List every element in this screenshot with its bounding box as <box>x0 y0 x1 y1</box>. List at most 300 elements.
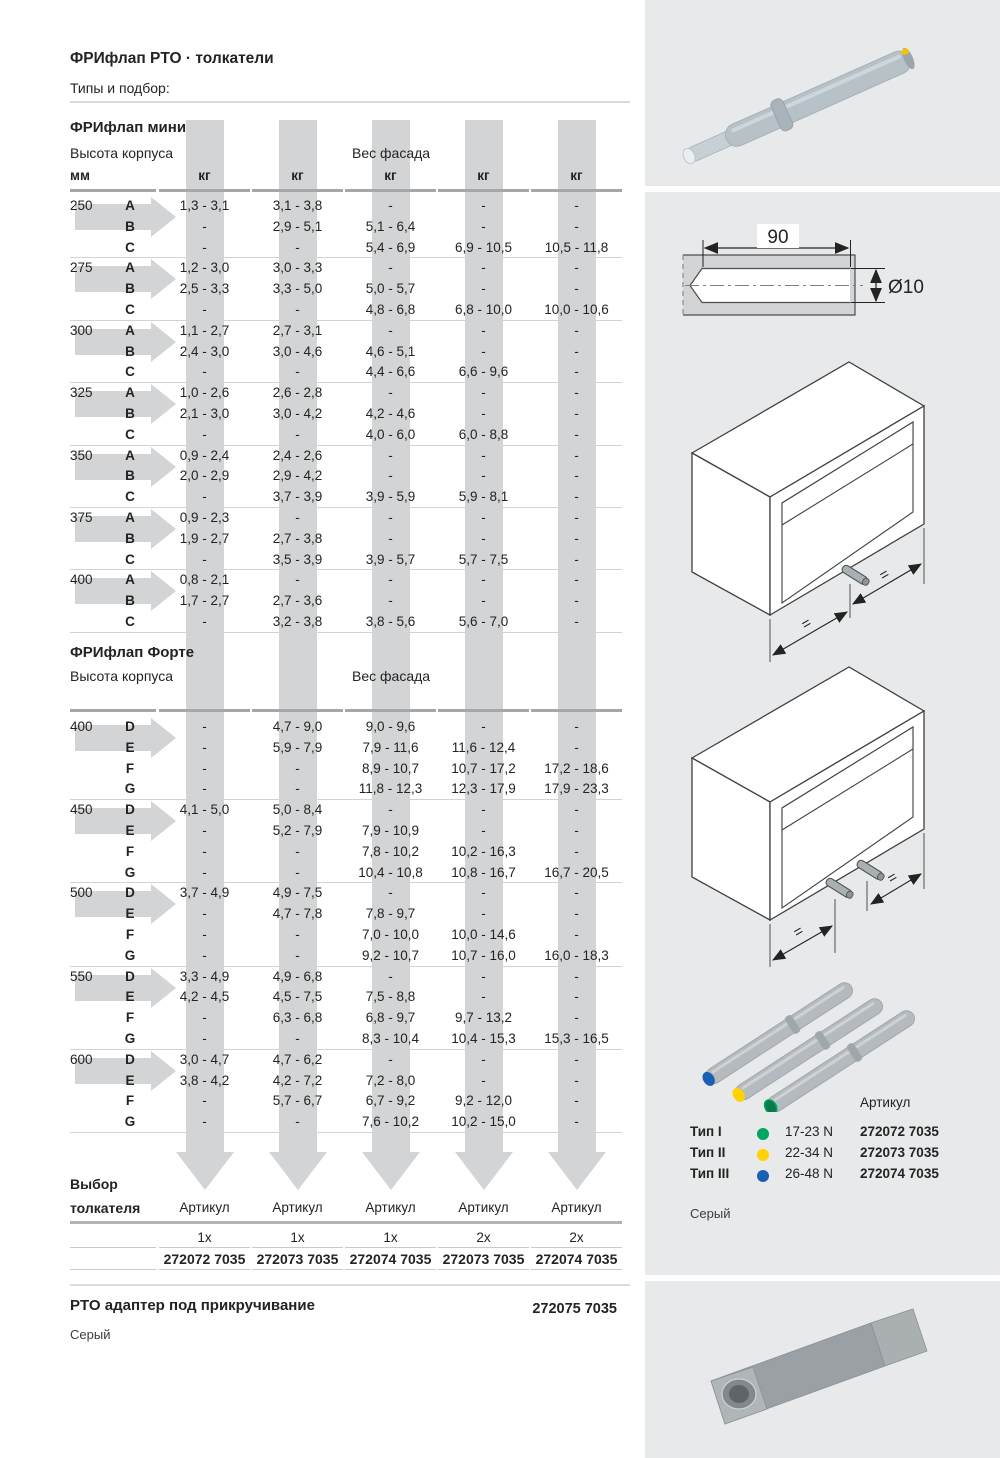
type-3-force: 26-48 N <box>785 1166 834 1181</box>
type-cell: B <box>125 530 135 546</box>
height-cell: 400 <box>70 719 93 734</box>
table-group <box>70 967 630 1050</box>
table-row <box>70 404 630 425</box>
value-cell: 5,0 - 8,4 <box>272 802 323 818</box>
underline-segment <box>531 1269 622 1270</box>
value-cell: 4,2 - 4,5 <box>179 989 230 1005</box>
value-cell: - <box>202 864 207 880</box>
value-cell: 4,9 - 7,5 <box>272 885 323 901</box>
value-cell: 6,8 - 10,0 <box>454 301 513 317</box>
article-column-header: Артикул <box>458 1200 509 1215</box>
value-cell: 1,3 - 3,1 <box>179 198 230 213</box>
height-cell: 550 <box>70 968 93 984</box>
quantity-cell: 1x <box>197 1230 212 1245</box>
height-cell: 325 <box>70 385 93 401</box>
underline-segment <box>345 1247 436 1248</box>
value-cell: 4,8 - 6,8 <box>365 301 416 317</box>
value-cell: - <box>295 572 300 588</box>
value-cell: 7,9 - 10,9 <box>361 822 420 838</box>
underline-segment <box>70 709 156 712</box>
table-row <box>70 508 630 529</box>
type-1-article: 272072 7035 <box>860 1124 939 1139</box>
kg-unit-label: кг <box>570 168 583 183</box>
underline-segment <box>345 709 436 712</box>
table-group <box>70 570 630 632</box>
value-cell: 12,3 - 17,9 <box>451 781 516 797</box>
type-3-article: 272074 7035 <box>860 1166 939 1181</box>
value-cell: - <box>574 198 579 213</box>
value-cell: - <box>202 760 207 776</box>
underline-segment <box>438 709 529 712</box>
type-cell: E <box>125 989 135 1005</box>
type-2-article: 272073 7035 <box>860 1145 939 1160</box>
table-row <box>70 1050 630 1071</box>
table-row <box>70 1112 630 1133</box>
value-cell: - <box>388 509 393 525</box>
table-row <box>70 425 630 446</box>
type-cell: F <box>125 926 135 942</box>
value-cell: 5,4 - 6,9 <box>365 239 416 255</box>
value-cell: 10,4 - 10,8 <box>358 864 423 880</box>
type-cell: E <box>125 739 135 755</box>
underline-segment <box>531 709 622 712</box>
value-cell: 4,2 - 4,6 <box>365 405 416 421</box>
value-cell: - <box>481 198 486 213</box>
value-cell: - <box>388 968 393 984</box>
type-cell: A <box>125 260 135 276</box>
adapter-color-note: Серый <box>70 1327 111 1342</box>
value-cell: - <box>295 864 300 880</box>
table-row <box>70 570 630 591</box>
value-cell: - <box>574 843 579 859</box>
value-cell: - <box>202 551 207 567</box>
type-cell: F <box>125 760 135 776</box>
type-1-force: 17-23 N <box>785 1124 834 1139</box>
value-cell: - <box>481 989 486 1005</box>
underline-segment <box>531 1247 622 1248</box>
value-cell: - <box>388 322 393 338</box>
type-cell: E <box>125 1072 135 1088</box>
forte-height-header: Высота корпуса <box>70 668 174 684</box>
type-cell: G <box>124 1114 136 1130</box>
value-cell: - <box>574 1072 579 1088</box>
type-cell: G <box>124 947 136 963</box>
value-cell: 7,2 - 8,0 <box>365 1072 416 1088</box>
underline-segment <box>70 189 156 192</box>
value-cell: 4,7 - 7,8 <box>272 906 323 922</box>
value-cell: 10,8 - 16,7 <box>451 864 516 880</box>
type-3-label: Тип III <box>690 1166 730 1181</box>
value-cell: - <box>481 343 486 359</box>
underline-segment <box>438 1269 529 1270</box>
equal-spacing-label: = <box>884 868 901 888</box>
value-cell: - <box>202 613 207 629</box>
adapter-photo-panel <box>645 1281 1000 1458</box>
cabinet-diagram-double-pusher <box>645 657 1000 967</box>
value-cell: 5,2 - 7,9 <box>272 822 323 838</box>
value-cell: 6,6 - 9,6 <box>458 364 509 380</box>
forte-weight-header: Вес фасада <box>352 668 431 684</box>
legend-article-header: Артикул <box>860 1095 911 1110</box>
value-cell: 4,2 - 7,2 <box>272 1072 323 1088</box>
value-cell: 2,1 - 3,0 <box>179 405 230 421</box>
height-cell: 400 <box>70 572 93 588</box>
value-cell: 3,0 - 4,2 <box>272 405 323 421</box>
selection-label-line2: толкателя <box>70 1200 141 1216</box>
underline-segment <box>438 1247 529 1248</box>
value-cell: 3,3 - 5,0 <box>272 281 323 297</box>
type-cell: G <box>124 864 136 880</box>
type-cell: B <box>125 593 135 609</box>
type-cell: C <box>125 301 135 317</box>
value-cell: - <box>574 343 579 359</box>
section-title-mini: ФРИфлап мини <box>70 119 187 136</box>
value-cell: - <box>295 947 300 963</box>
article-number-cell: 272073 7035 <box>256 1251 339 1267</box>
value-cell: 3,5 - 3,9 <box>272 551 323 567</box>
table-row <box>70 925 630 946</box>
value-cell: 10,7 - 17,2 <box>451 760 516 776</box>
value-cell: - <box>202 739 207 755</box>
pusher-photo-panel <box>645 0 1000 186</box>
type-2-label: Тип II <box>690 1145 726 1160</box>
arrow-down-icon <box>176 1152 234 1190</box>
type-cell: F <box>125 1010 135 1026</box>
arrow-down-icon <box>455 1152 513 1190</box>
mini-weight-header: Вес фасада <box>352 145 431 161</box>
value-cell: - <box>481 822 486 838</box>
value-cell: - <box>481 1072 486 1088</box>
value-cell: 3,7 - 4,9 <box>179 885 230 901</box>
type-cell: D <box>125 968 135 984</box>
value-cell: 10,5 - 11,8 <box>544 239 609 255</box>
value-cell: - <box>202 906 207 922</box>
value-cell: - <box>481 405 486 421</box>
value-cell: - <box>481 719 486 734</box>
value-cell: - <box>574 281 579 297</box>
value-cell: 1,1 - 2,7 <box>179 322 230 338</box>
value-cell: 7,5 - 8,8 <box>365 989 416 1005</box>
value-cell: 10,0 - 10,6 <box>544 301 609 317</box>
value-cell: - <box>574 405 579 421</box>
arrow-down-icon <box>362 1152 420 1190</box>
table-row <box>70 300 630 321</box>
value-cell: - <box>481 260 486 276</box>
value-cell: 1,0 - 2,6 <box>179 385 230 401</box>
underline-segment <box>159 189 250 192</box>
underline-segment <box>159 1269 250 1270</box>
value-cell: - <box>388 885 393 901</box>
type-cell: A <box>125 447 135 463</box>
value-cell: - <box>388 802 393 818</box>
value-cell: - <box>574 551 579 567</box>
value-cell: 3,7 - 3,9 <box>272 489 323 505</box>
value-cell: - <box>481 593 486 609</box>
type-cell: G <box>124 1030 136 1046</box>
pusher-product-image <box>645 0 1000 186</box>
value-cell: 11,6 - 12,4 <box>451 739 516 755</box>
quantity-cell: 1x <box>383 1230 398 1245</box>
value-cell: - <box>202 947 207 963</box>
type-cell: G <box>124 781 136 797</box>
underline-segment <box>438 189 529 192</box>
value-cell: 1,7 - 2,7 <box>179 593 230 609</box>
article-number-cell: 272072 7035 <box>163 1251 246 1267</box>
value-cell: - <box>295 1030 300 1046</box>
value-cell: - <box>202 1114 207 1130</box>
value-cell: - <box>202 489 207 505</box>
adapter-divider <box>70 1284 630 1286</box>
value-cell: 2,4 - 2,6 <box>272 447 323 463</box>
type-cell: D <box>125 802 135 818</box>
underline-segment <box>70 1247 156 1248</box>
article-column-header: Артикул <box>551 1200 602 1215</box>
bore-diameter-label: Ø10 <box>888 277 924 298</box>
mini-table <box>70 196 630 633</box>
mini-height-header: Высота корпуса <box>70 145 174 161</box>
header-divider <box>70 101 630 103</box>
table-row <box>70 362 630 383</box>
value-cell: - <box>202 1010 207 1026</box>
value-cell: 17,2 - 18,6 <box>544 760 609 776</box>
table-row <box>70 1008 630 1029</box>
type-1-color-dot-icon <box>757 1128 769 1140</box>
value-cell: 3,0 - 4,6 <box>272 343 323 359</box>
table-row <box>70 967 630 988</box>
article-number-cell: 272074 7035 <box>349 1251 432 1267</box>
value-cell: - <box>481 218 486 234</box>
value-cell: - <box>202 1093 207 1109</box>
value-cell: 4,7 - 6,2 <box>272 1051 323 1067</box>
value-cell: 3,0 - 3,3 <box>272 260 323 276</box>
value-cell: 4,0 - 6,0 <box>365 426 416 442</box>
value-cell: - <box>574 719 579 734</box>
kg-unit-label: кг <box>477 168 490 183</box>
article-column-header: Артикул <box>179 1200 230 1215</box>
value-cell: 9,0 - 9,6 <box>365 719 416 734</box>
type-cell: C <box>125 426 135 442</box>
type-cell: C <box>125 489 135 505</box>
value-cell: - <box>574 968 579 984</box>
value-cell: 5,1 - 6,4 <box>365 218 416 234</box>
value-cell: - <box>388 385 393 401</box>
value-cell: 11,8 - 12,3 <box>358 781 423 797</box>
type-cell: A <box>125 385 135 401</box>
bore-length-label: 90 <box>767 227 789 248</box>
value-cell: 4,4 - 6,6 <box>365 364 416 380</box>
value-cell: - <box>481 322 486 338</box>
table-row <box>70 759 630 780</box>
value-cell: 0,9 - 2,4 <box>179 447 230 463</box>
value-cell: - <box>574 1010 579 1026</box>
value-cell: 4,7 - 9,0 <box>272 719 323 734</box>
type-cell: B <box>125 218 135 234</box>
value-cell: - <box>574 364 579 380</box>
selection-label-line1: Выбор <box>70 1176 118 1192</box>
value-cell: - <box>574 1051 579 1067</box>
value-cell: - <box>295 301 300 317</box>
kg-unit-label: кг <box>291 168 304 183</box>
table-row <box>70 383 630 404</box>
value-cell: - <box>574 822 579 838</box>
table-group <box>70 717 630 800</box>
value-cell: 5,6 - 7,0 <box>458 613 509 629</box>
type-cell: D <box>125 1051 135 1067</box>
value-cell: 2,9 - 5,1 <box>272 218 323 234</box>
value-cell: 10,2 - 15,0 <box>451 1114 516 1130</box>
value-cell: - <box>202 218 207 234</box>
value-cell: - <box>481 572 486 588</box>
table-row <box>70 612 630 633</box>
table-row <box>70 217 630 238</box>
height-cell: 600 <box>70 1051 93 1067</box>
value-cell: 4,1 - 5,0 <box>179 802 230 818</box>
type-cell: D <box>125 885 135 901</box>
type-cell: D <box>125 719 135 734</box>
type-cell: C <box>125 551 135 567</box>
height-cell: 375 <box>70 509 93 525</box>
value-cell: 2,0 - 2,9 <box>179 468 230 484</box>
value-cell: 4,6 - 5,1 <box>365 343 416 359</box>
table-group <box>70 508 630 570</box>
value-cell: - <box>202 301 207 317</box>
type-cell: A <box>125 198 135 213</box>
value-cell: 17,9 - 23,3 <box>544 781 609 797</box>
value-cell: - <box>202 781 207 797</box>
underline-segment <box>159 709 250 712</box>
table-group <box>70 800 630 883</box>
value-cell: 16,7 - 20,5 <box>544 864 609 880</box>
value-cell: 5,7 - 7,5 <box>458 551 509 567</box>
value-cell: - <box>295 781 300 797</box>
table-group <box>70 446 630 508</box>
value-cell: 15,3 - 16,5 <box>544 1030 609 1046</box>
value-cell: 3,1 - 3,8 <box>272 198 323 213</box>
underline-segment <box>252 1269 343 1270</box>
selection-divider <box>70 1221 622 1224</box>
article-column-header: Артикул <box>272 1200 323 1215</box>
value-cell: - <box>574 885 579 901</box>
legend-row-type-1 <box>645 1124 1000 1144</box>
value-cell: 9,2 - 12,0 <box>454 1093 513 1109</box>
quantity-cell: 2x <box>569 1230 584 1245</box>
value-cell: 4,9 - 6,8 <box>272 968 323 984</box>
cabinet-diagram-single-pusher <box>645 352 1000 662</box>
table-group <box>70 321 630 383</box>
arrow-down-icon <box>548 1152 606 1190</box>
value-cell: 3,9 - 5,9 <box>365 489 416 505</box>
value-cell: 6,7 - 9,2 <box>365 1093 416 1109</box>
height-cell: 250 <box>70 198 93 213</box>
value-cell: - <box>574 322 579 338</box>
value-cell: - <box>388 593 393 609</box>
value-cell: 7,8 - 10,2 <box>361 843 420 859</box>
value-cell: - <box>202 364 207 380</box>
table-row <box>70 863 630 884</box>
underline-segment <box>531 189 622 192</box>
value-cell: - <box>481 802 486 818</box>
adapter-title: PTO адаптер под прикручивание <box>70 1297 315 1314</box>
article-column-header: Артикул <box>365 1200 416 1215</box>
arrow-down-icon <box>269 1152 327 1190</box>
value-cell: - <box>295 364 300 380</box>
forte-table <box>70 717 630 1133</box>
type-cell: F <box>125 843 135 859</box>
table-row <box>70 800 630 821</box>
table-row <box>70 987 630 1008</box>
value-cell: - <box>481 509 486 525</box>
type-cell: B <box>125 343 135 359</box>
table-row <box>70 550 630 571</box>
type-1-label: Тип I <box>690 1124 722 1139</box>
table-row <box>70 904 630 925</box>
value-cell: 7,9 - 11,6 <box>362 739 419 755</box>
value-cell: - <box>481 530 486 546</box>
value-cell: 6,3 - 6,8 <box>272 1010 323 1026</box>
value-cell: 1,9 - 2,7 <box>179 530 230 546</box>
legend-row-type-2 <box>645 1145 1000 1165</box>
value-cell: - <box>574 989 579 1005</box>
value-cell: - <box>574 489 579 505</box>
value-cell: - <box>295 843 300 859</box>
value-cell: 3,9 - 5,7 <box>365 551 416 567</box>
value-cell: - <box>574 447 579 463</box>
page-title: ФРИфлап PTO · толкатели <box>70 50 274 67</box>
value-cell: 3,2 - 3,8 <box>272 613 323 629</box>
value-cell: - <box>295 426 300 442</box>
value-cell: 7,0 - 10,0 <box>361 926 420 942</box>
table-row <box>70 487 630 508</box>
value-cell: - <box>574 906 579 922</box>
type-3-color-dot-icon <box>757 1170 769 1182</box>
adapter-product-image <box>645 1281 1000 1458</box>
table-row <box>70 238 630 259</box>
value-cell: - <box>295 926 300 942</box>
value-cell: - <box>574 593 579 609</box>
type-cell: A <box>125 572 135 588</box>
quantity-cell: 1x <box>290 1230 305 1245</box>
table-row <box>70 1029 630 1050</box>
value-cell: 8,3 - 10,4 <box>361 1030 420 1046</box>
height-cell: 450 <box>70 802 93 818</box>
height-cell: 300 <box>70 322 93 338</box>
drilling-dimension-diagram <box>645 212 1000 362</box>
type-cell: B <box>125 405 135 421</box>
value-cell: 1,2 - 3,0 <box>179 260 230 276</box>
type-cell: B <box>125 281 135 297</box>
underline-segment <box>252 1247 343 1248</box>
value-cell: 5,9 - 7,9 <box>272 739 323 755</box>
table-row <box>70 883 630 904</box>
height-cell: 275 <box>70 260 93 276</box>
value-cell: 10,7 - 16,0 <box>451 947 516 963</box>
type-cell: C <box>125 364 135 380</box>
underline-segment <box>252 709 343 712</box>
underline-segment <box>159 1247 250 1248</box>
table-row <box>70 946 630 967</box>
equal-spacing-label: = <box>798 614 815 634</box>
value-cell: 10,2 - 16,3 <box>451 843 516 859</box>
value-cell: - <box>574 1114 579 1130</box>
equal-spacing-label: = <box>790 922 807 942</box>
value-cell: - <box>388 1051 393 1067</box>
value-cell: - <box>574 260 579 276</box>
mm-unit-label: мм <box>70 168 90 183</box>
value-cell: 6,0 - 8,8 <box>458 426 509 442</box>
type-cell: F <box>125 1093 135 1109</box>
table-row <box>70 842 630 863</box>
type-cell: E <box>125 822 135 838</box>
